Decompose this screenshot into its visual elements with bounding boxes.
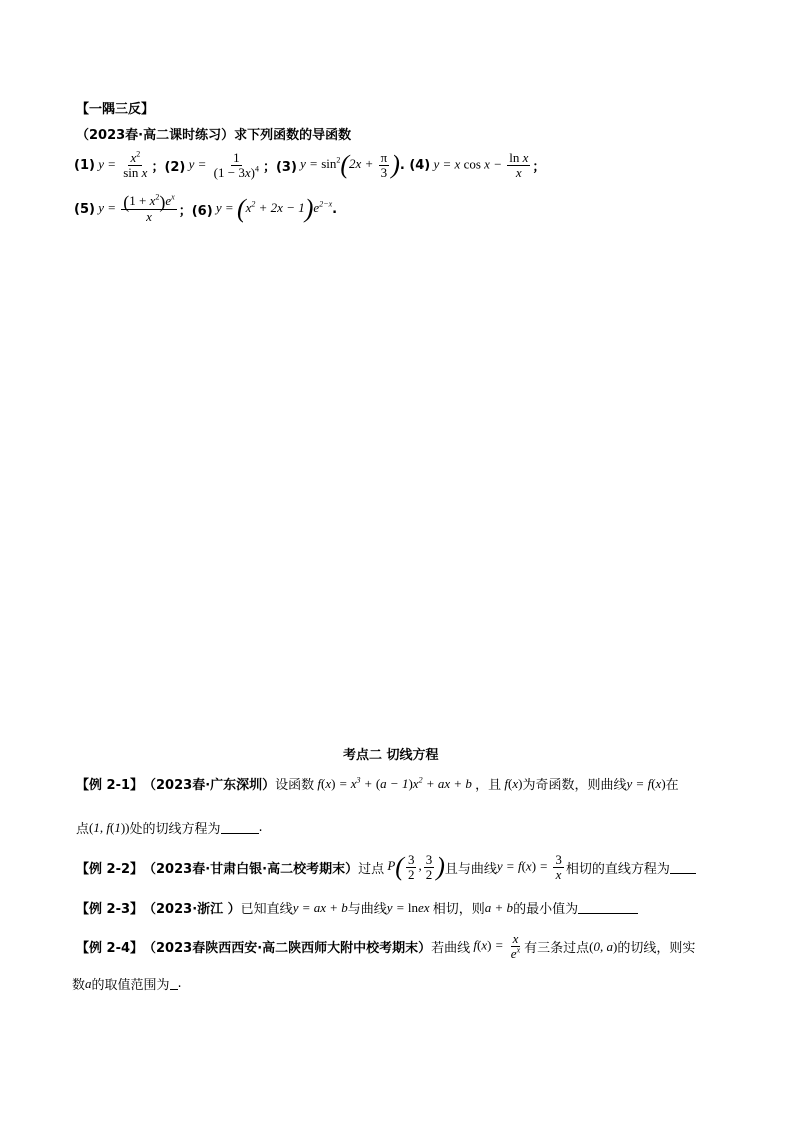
example-2-2 <box>76 852 696 882</box>
example-source: （2023春陕西西安·高二陕西师大附中校考期末） <box>143 941 432 956</box>
formula: (0, a) <box>589 938 618 954</box>
formula-2: y = $\frac{1}{(1 - 3x)^4}$ <box>185 149 259 180</box>
text: 的最小值为 <box>513 902 579 917</box>
example-source: （2023春·甘肃白银·高二校考期末） <box>143 861 359 877</box>
example-2-4 <box>76 932 695 961</box>
formula-4: y = x cos x − $\frac{\text{ln x}}{x}$ <box>430 149 529 180</box>
item-3-label: ；(3) <box>262 159 297 175</box>
formula-5: y = $\frac{(1 + x^2)e^x}{x}$ <box>94 192 175 225</box>
text: 若曲线 <box>431 941 471 956</box>
example-2-3 <box>76 898 638 917</box>
period: . <box>332 201 338 217</box>
item-1-label: (1) <box>74 157 95 173</box>
formula: y = lnex <box>386 899 433 915</box>
section-heading: 【一隅三反】 <box>76 102 155 117</box>
formula: $f(x) = x^3 + (a - 1)x^2$ + ax + b <box>314 775 476 791</box>
formula: y = ax + b <box>292 899 348 915</box>
example-2-1 <box>76 774 679 793</box>
example-tag: 【例 2-4】 <box>76 941 144 956</box>
formula: f(x) <box>501 775 523 791</box>
example-tag: 【例 2-2】 <box>76 861 144 877</box>
item-4-label: . (4) <box>399 157 431 173</box>
example-source: （2023春·广东深圳） <box>143 778 276 793</box>
text: 且与曲线 <box>444 861 497 877</box>
formula: a <box>85 975 92 991</box>
answer-blank[interactable] <box>170 977 178 990</box>
formula-1: y = $\frac{x^2}{\text{sin x}}$ <box>94 149 148 180</box>
text: 点 <box>76 822 90 837</box>
text: 已知直线 <box>240 902 293 917</box>
answer-blank[interactable] <box>221 821 259 834</box>
answer-blank[interactable] <box>578 901 638 914</box>
text: 相切的直线方程为 <box>565 861 670 877</box>
formula: y = f(x) = $\frac{3}{x}$ <box>496 851 562 882</box>
intro-text <box>76 124 351 143</box>
intro-label: （2023春·高二课时练习）求下列函数的导函数 <box>76 128 352 143</box>
text: 有三条过点 <box>524 941 590 956</box>
formula: P( $\frac{3}{2}$ , $\frac{3}{2}$ ) <box>384 851 445 882</box>
example-2-4-line2 <box>72 974 182 993</box>
formula: y = f(x) <box>626 775 666 791</box>
text: 处的切线方程为 <box>129 822 221 837</box>
example-tag: 【例 2-3】 <box>76 902 144 917</box>
formula: (1, f(1)) <box>89 819 130 835</box>
semicolon: ； <box>532 159 546 175</box>
item-5-label: (5) <box>74 201 95 217</box>
formula: f(x) = $\frac{x}{e^x}$ <box>470 931 521 961</box>
text: 的取值范围为 <box>91 978 170 993</box>
item-6-label: ；(6) <box>178 203 213 219</box>
text: 在 <box>665 778 679 793</box>
example-source: （2023·浙江 ） <box>143 902 241 917</box>
answer-blank[interactable] <box>670 861 696 874</box>
text: . <box>177 976 182 991</box>
text: . <box>258 820 263 835</box>
text: 为奇函数，则曲线 <box>522 778 627 793</box>
item-2-label: ；(2) <box>151 159 186 175</box>
formula-3: $y = \sin^2(2x$ + $\frac{\pi}{3}$ ) <box>296 149 400 180</box>
formula: a + b <box>484 899 514 915</box>
problem-line-2 <box>74 194 337 224</box>
text: 与曲线 <box>347 902 387 917</box>
text: 过点 <box>358 861 385 877</box>
text: ，且 <box>475 778 502 793</box>
text: 设函数 <box>275 778 315 793</box>
example-tag: 【例 2-1】 <box>76 778 144 793</box>
text: 数 <box>72 978 86 993</box>
example-2-1-line2 <box>76 818 263 837</box>
problem-line-1 <box>74 150 545 180</box>
text: 的切线，则实 <box>617 941 696 956</box>
formula-6: $y = (x^2 + 2x - 1)e^{2-x}$ <box>212 194 333 223</box>
text: 相切，则 <box>432 902 485 917</box>
section-title: 考点二 切线方程 <box>343 748 439 763</box>
